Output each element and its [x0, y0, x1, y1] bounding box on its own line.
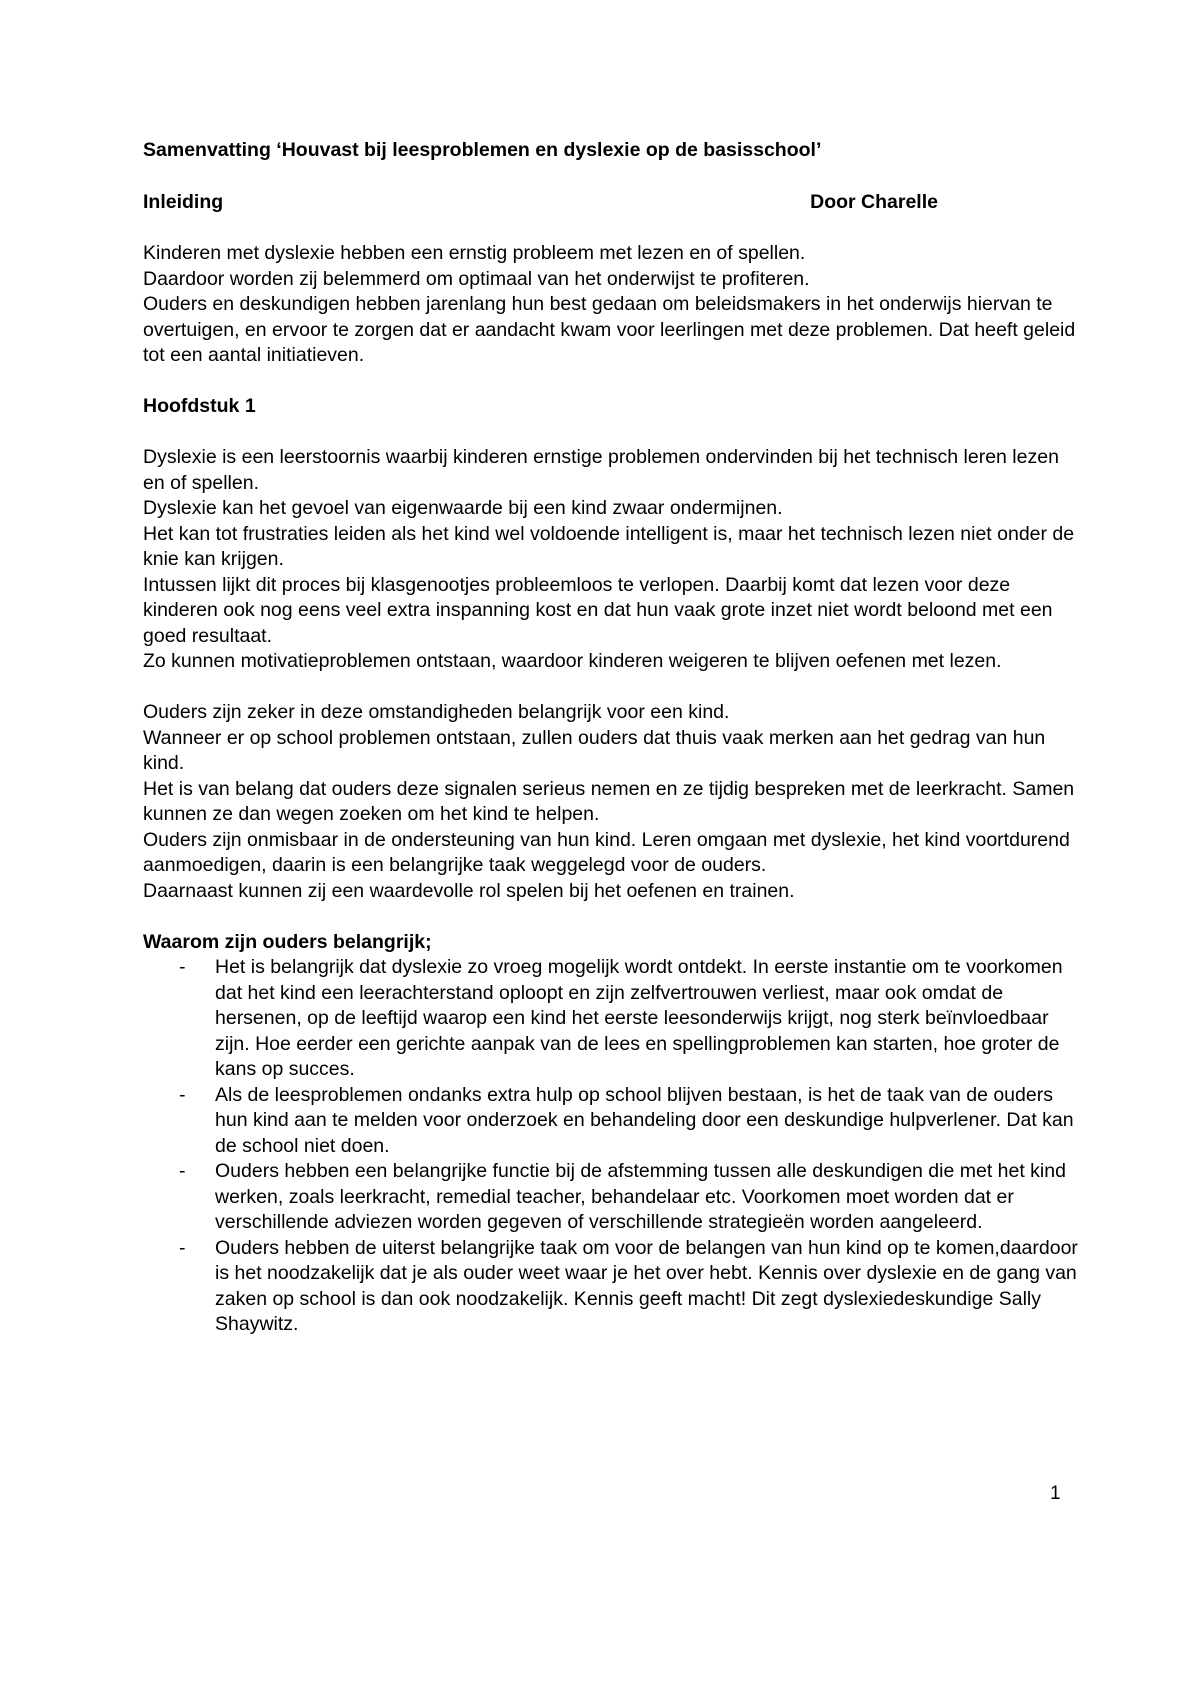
intro-line: Kinderen met dyslexie hebben een ernstig probleem met lezen en of spellen. — [143, 242, 806, 264]
list-item — [143, 1159, 1083, 1236]
bullet-marker: - — [179, 1160, 186, 1182]
list-item — [143, 1083, 1083, 1160]
intro-line: Ouders en deskundigen hebben jarenlang hun best gedaan om beleidsmakers in het onderwijs hiervan te overtuigen, en ervoor te zorgen dat er aandacht kwam voor leerlingen met deze problemen. Dat heeft geleid tot een aantal initiatieven. — [143, 293, 1076, 366]
why-parents-heading: Waarom zijn ouders belangrijk; — [143, 930, 432, 953]
page-number: 1 — [1050, 1483, 1061, 1504]
parents-line: Ouders zijn zeker in deze omstandigheden belangrijk voor een kind. — [143, 701, 730, 723]
chapter1-line: Zo kunnen motivatieproblemen ontstaan, waardoor kinderen weigeren te blijven oefenen met lezen. — [143, 650, 1002, 672]
reasons-list — [143, 955, 1083, 1338]
parents-line: Daarnaast kunnen zij een waardevolle rol spelen bij het oefenen en trainen. — [143, 879, 795, 902]
section-label: Inleiding — [143, 190, 224, 213]
author-label: Door Charelle — [810, 190, 938, 213]
document-page — [143, 138, 1083, 1338]
list-item-text: Als de leesproblemen ondanks extra hulp op school blijven bestaan, is het de taak van de ouders hun kind aan te melden voor onderzoek en behandeling door een deskundige hulpverlener. Dat kan de school niet doen. — [215, 1083, 1074, 1157]
list-item — [143, 955, 1083, 1083]
chapter1-line: Het kan tot frustraties leiden als het kind wel voldoende intelligent is, maar het technisch lezen niet onder de knie kan krijgen. — [143, 522, 1075, 570]
chapter1-line: Intussen lijkt dit proces bij klasgenootjes probleemloos te verlopen. Daarbij komt dat lezen voor deze kinderen ook nog eens veel extra inspanning kost en dat hun vaak grote inzet niet wordt beloond met een goed resultaat. — [143, 573, 1053, 647]
parents-line: Het is van belang dat ouders deze signalen serieus nemen en ze tijdig bespreken met de leerkracht. Samen kunnen ze dan wegen zoeken om het kind te helpen. — [143, 777, 1075, 825]
intro-line: Daardoor worden zij belemmerd om optimaal van het onderwijst te profiteren. — [143, 267, 810, 290]
chapter1-line: Dyslexie kan het gevoel van eigenwaarde bij een kind zwaar ondermijnen. — [143, 497, 783, 519]
chapter1-line: Dyslexie is een leerstoornis waarbij kinderen ernstige problemen ondervinden bij het technisch leren lezen en of spellen. — [143, 446, 1059, 494]
list-item-text: Ouders hebben een belangrijke functie bij de afstemming tussen alle deskundigen die met het kind werken, zoals leerkracht, remedial teacher, behandelaar etc. Voorkomen moet worden dat er verschillende adviezen worden gegeven of verschillende strategieën worden aangeleerd. — [215, 1160, 1066, 1233]
chapter1-section — [143, 445, 1083, 675]
chapter-heading: Hoofdstuk 1 — [143, 395, 256, 417]
document-title: Samenvatting ‘Houvast bij leesproblemen en dyslexie op de basisschool’ — [143, 139, 822, 161]
intro-section — [143, 241, 1083, 369]
bullet-marker: - — [179, 1083, 186, 1106]
section-header-row — [143, 190, 938, 216]
list-item-text: Ouders hebben de uiterst belangrijke taak om voor de belangen van hun kind op te komen,daardoor is het noodzakelijk dat je als ouder weet waar je het over hebt. Kennis over dyslexie en de gang van zaken op school is dan ook noodzakelijk. Kennis geeft macht! Dit zegt dyslexiedeskundige Sally Shaywitz. — [215, 1236, 1078, 1335]
parents-line: Wanneer er op school problemen ontstaan, zullen ouders dat thuis vaak merken aan het gedrag van hun kind. — [143, 726, 1046, 774]
bullet-marker: - — [179, 1236, 186, 1259]
bullet-marker: - — [179, 956, 186, 978]
parents-section — [143, 700, 1083, 904]
parents-line: Ouders zijn onmisbaar in de ondersteuning van hun kind. Leren omgaan met dyslexie, het kind voortdurend aanmoedigen, daarin is een belangrijke taak weggelegd voor de ouders. — [143, 828, 1070, 876]
list-item-text: Het is belangrijk dat dyslexie zo vroeg mogelijk wordt ontdekt. In eerste instantie om te voorkomen dat het kind een leerachterstand oploopt en zijn zelfvertrouwen verliest, maar ook omdat de hersenen, op de leeftijd waarop een kind het eerste leesonderwijs krijgt, nog sterk beïnvloedbaar zijn. Hoe eerder een gerichte aanpak van de lees en spellingproblemen kan starten, hoe groter de kans op succes. — [215, 956, 1063, 1080]
list-item — [143, 1236, 1083, 1338]
